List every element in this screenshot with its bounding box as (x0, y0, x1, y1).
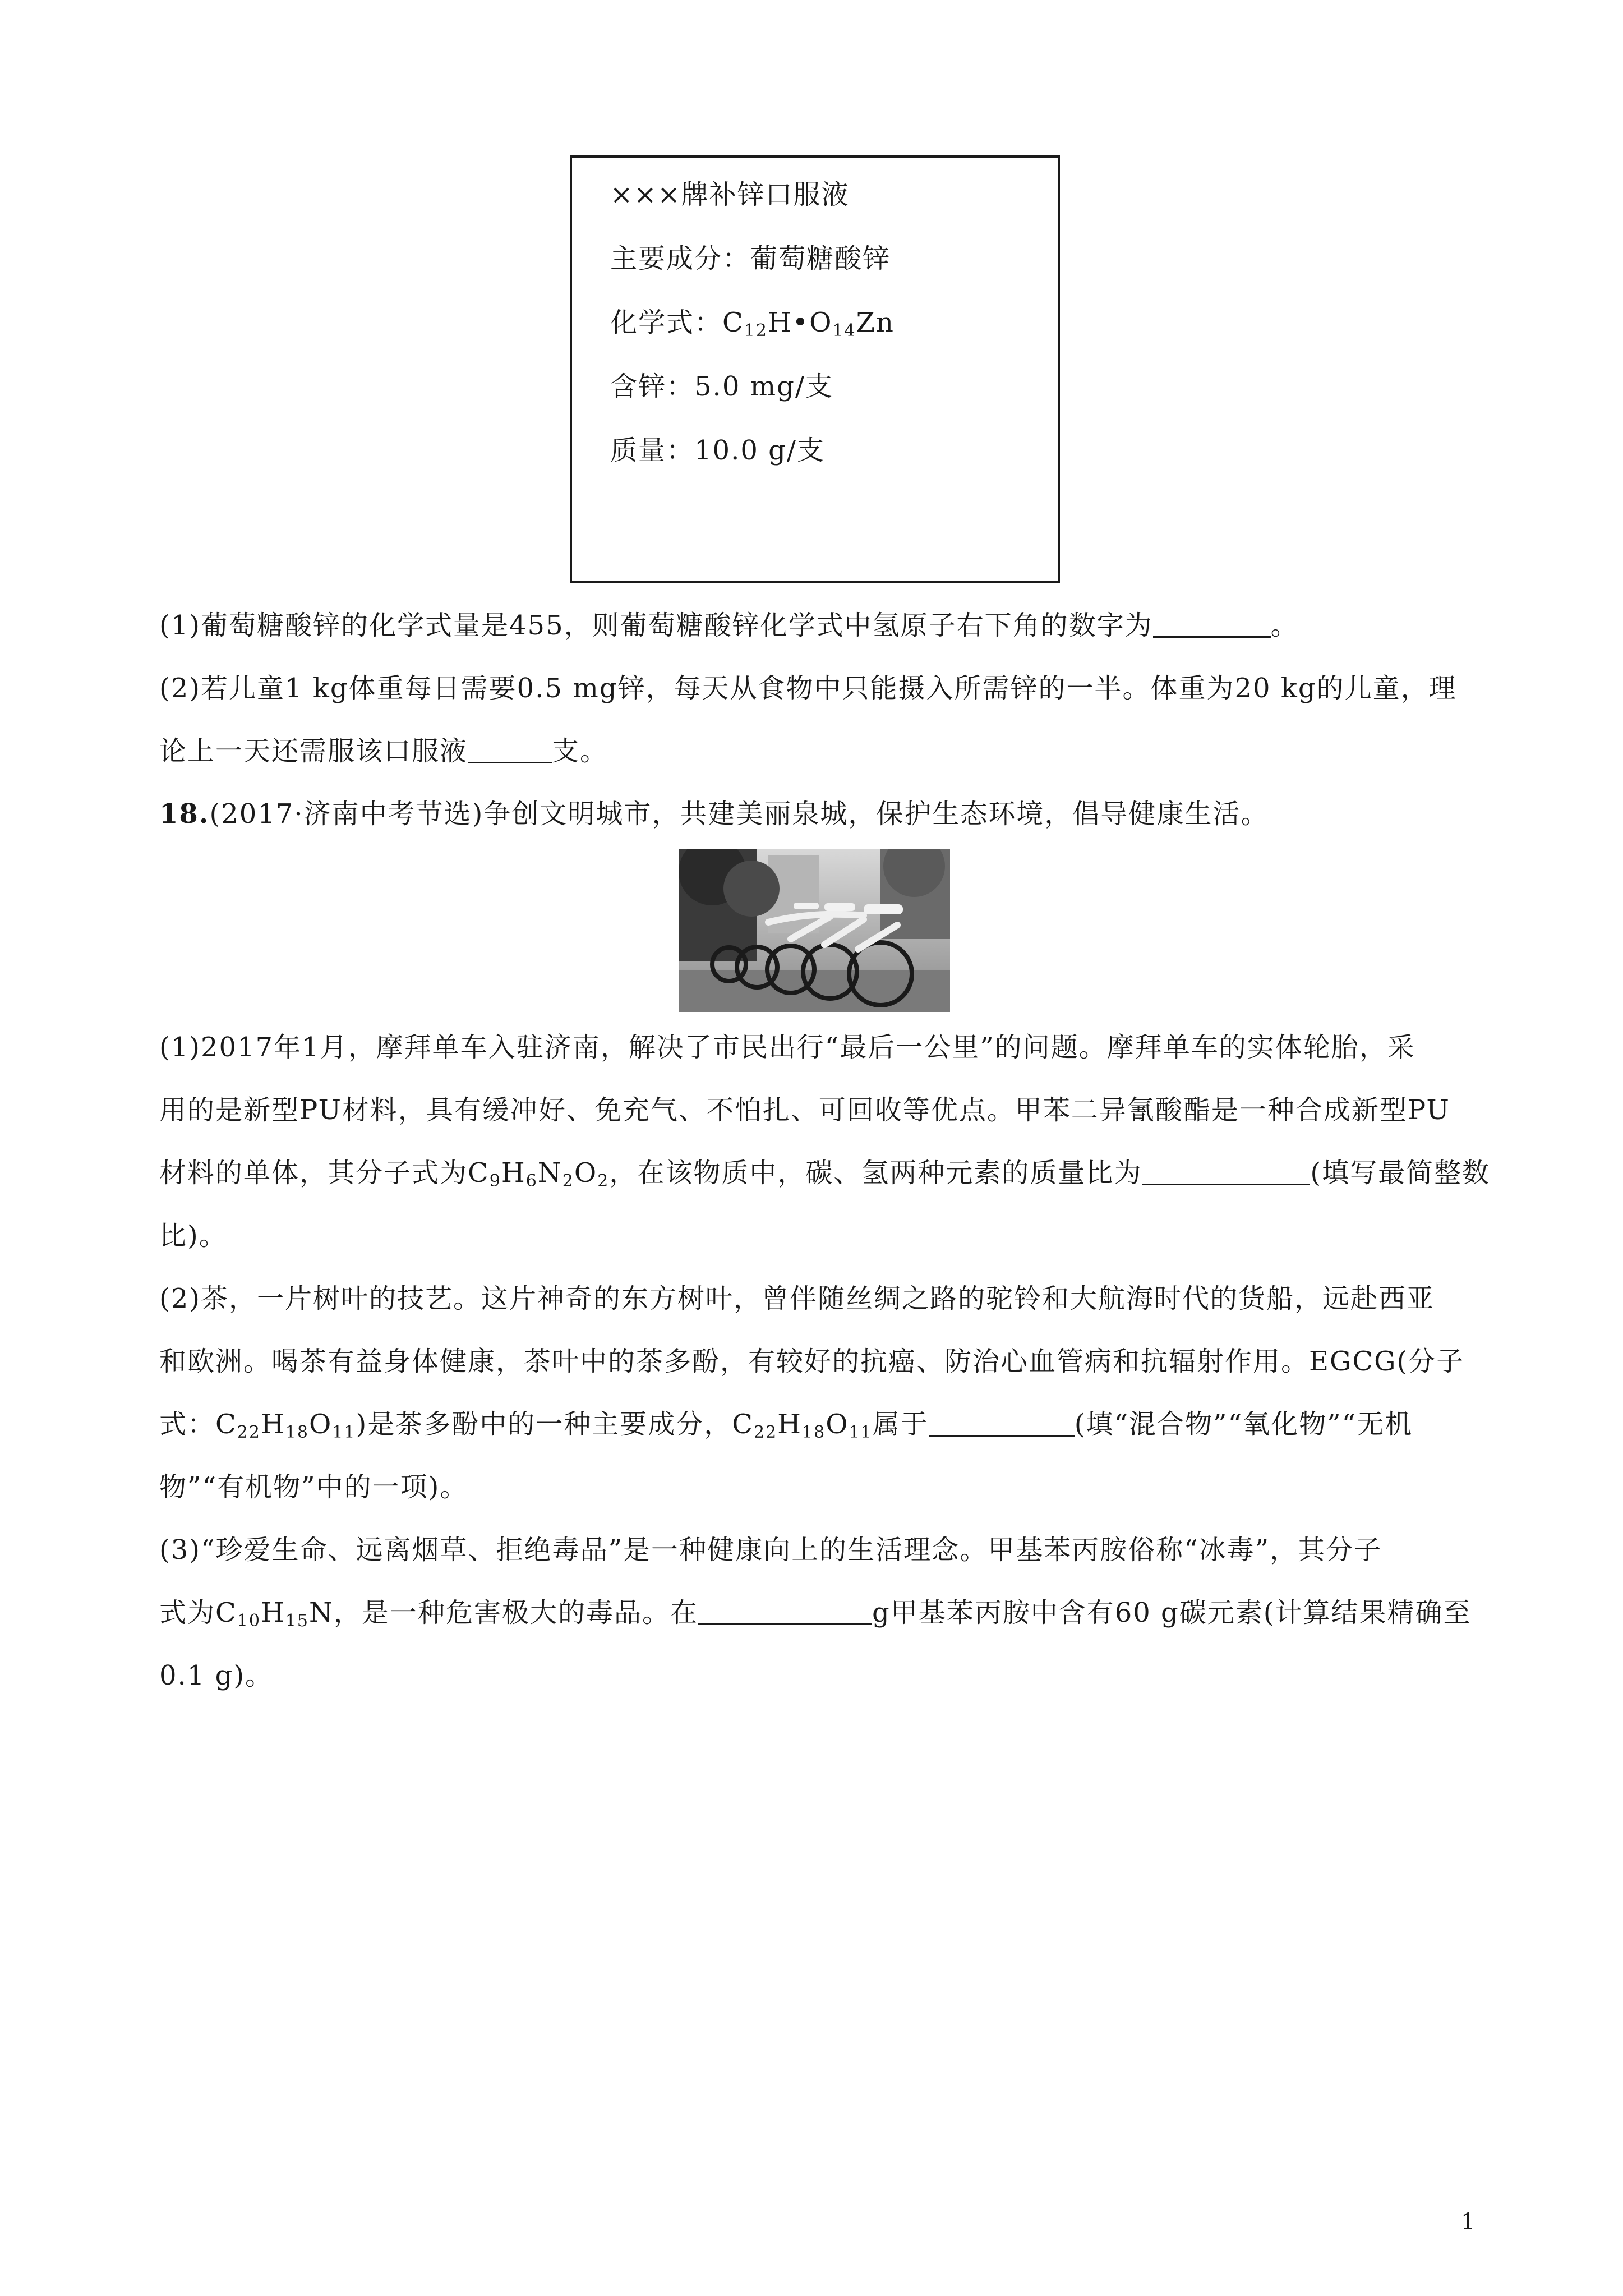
q18-part3-line3: 0.1 g)。 (159, 1660, 274, 1691)
q18-part3-line2: 式为$C_{10}H_{15}N$，是一种危害极大的毒品。在 g甲基苯丙胺中含有60 g碳元素(计算结果精确至 (159, 1597, 1472, 1631)
q18-header: 18.(2017·济南中考节选)争创文明城市，共建美丽泉城，保护生态环境，倡导健康生活。 (159, 798, 1269, 830)
zinc-line (610, 369, 833, 404)
question-number: 18. (159, 798, 210, 830)
q18-part2-line2: 和欧洲。喝茶有益身体健康，茶叶中的茶多酚，有较好的抗癌、防治心血管病和抗辐射作用。EGCG(分子 (159, 1346, 1465, 1377)
q18-part3-line1: (3)“珍爱生命、远离烟草、拒绝毒品”是一种健康向上的生活理念。甲基苯丙胺俗称“冰毒”，其分子 (159, 1534, 1382, 1566)
product-label-box (570, 155, 1060, 583)
answer-blank[interactable] (698, 1599, 872, 1625)
mass-line (610, 432, 825, 468)
q18-part1-line2: 用的是新型PU材料，具有缓冲好、免充气、不怕扎、可回收等优点。甲苯二异氰酸酯是一种合成新型PU (159, 1094, 1450, 1126)
zinc-label: 含锌： (610, 371, 695, 402)
answer-blank[interactable] (468, 737, 552, 763)
answer-blank[interactable] (929, 1410, 1075, 1437)
zinc-value: 5.0 mg/支 (694, 371, 834, 402)
chemical-formula: $C_{12}H•O_{14}Zn$ (722, 307, 895, 341)
formula-line (610, 305, 895, 349)
formula-label: 化学式： (610, 307, 723, 338)
q18-part1-line1: (1)2017年1月，摩拜单车入驻济南，解决了市民出行“最后一公里”的问题。摩拜单车的实体轮胎，采 (159, 1032, 1415, 1063)
answer-blank[interactable] (1142, 1159, 1310, 1185)
page-number: 1 (1461, 2209, 1476, 2235)
q18-part1-line3: 材料的单体，其分子式为$C_9H_6N_2O_2$，在该物质中，碳、氢两种元素的质量比为 (填写最简整数 (159, 1157, 1491, 1191)
q18-part1-line4: 比)。 (159, 1220, 227, 1251)
q18-part2-line3: 式：$C_{22}H_{18}O_{11}$)是茶多酚中的一种主要成分，$C_{22}H_{18}O_{11}$属于 (填“混合物”“氧化物”“无机 (159, 1409, 1413, 1442)
ingredient-line (610, 241, 891, 277)
shared-bikes-photo (679, 849, 950, 1012)
product-name: ×××牌补锌口服液 (610, 179, 850, 210)
q17-part1: (1)葡萄糖酸锌的化学式量是455，则葡萄糖酸锌化学式中氢原子右下角的数字为 。 (159, 610, 1299, 641)
q17-part2-line2: 论上一天还需服该口服液 支。 (159, 735, 608, 767)
q18-part2-line4: 物”“有机物”中的一项)。 (159, 1471, 468, 1503)
mass-value: 10.0 g/支 (694, 435, 826, 466)
answer-blank[interactable] (1153, 611, 1271, 638)
ingredient-value: 葡萄糖酸锌 (750, 243, 891, 274)
q18-part2-line1: (2)茶，一片树叶的技艺。这片神奇的东方树叶，曾伴随丝绸之路的驼铃和大航海时代的货船，远赴西亚 (159, 1283, 1435, 1314)
ingredient-label: 主要成分： (610, 243, 751, 274)
q17-part2-line1: (2)若儿童1 kg体重每日需要0.5 mg锌，每天从食物中只能摄入所需锌的一半。体重为20 kg的儿童，理 (159, 673, 1457, 704)
mass-label: 质量： (610, 435, 695, 466)
